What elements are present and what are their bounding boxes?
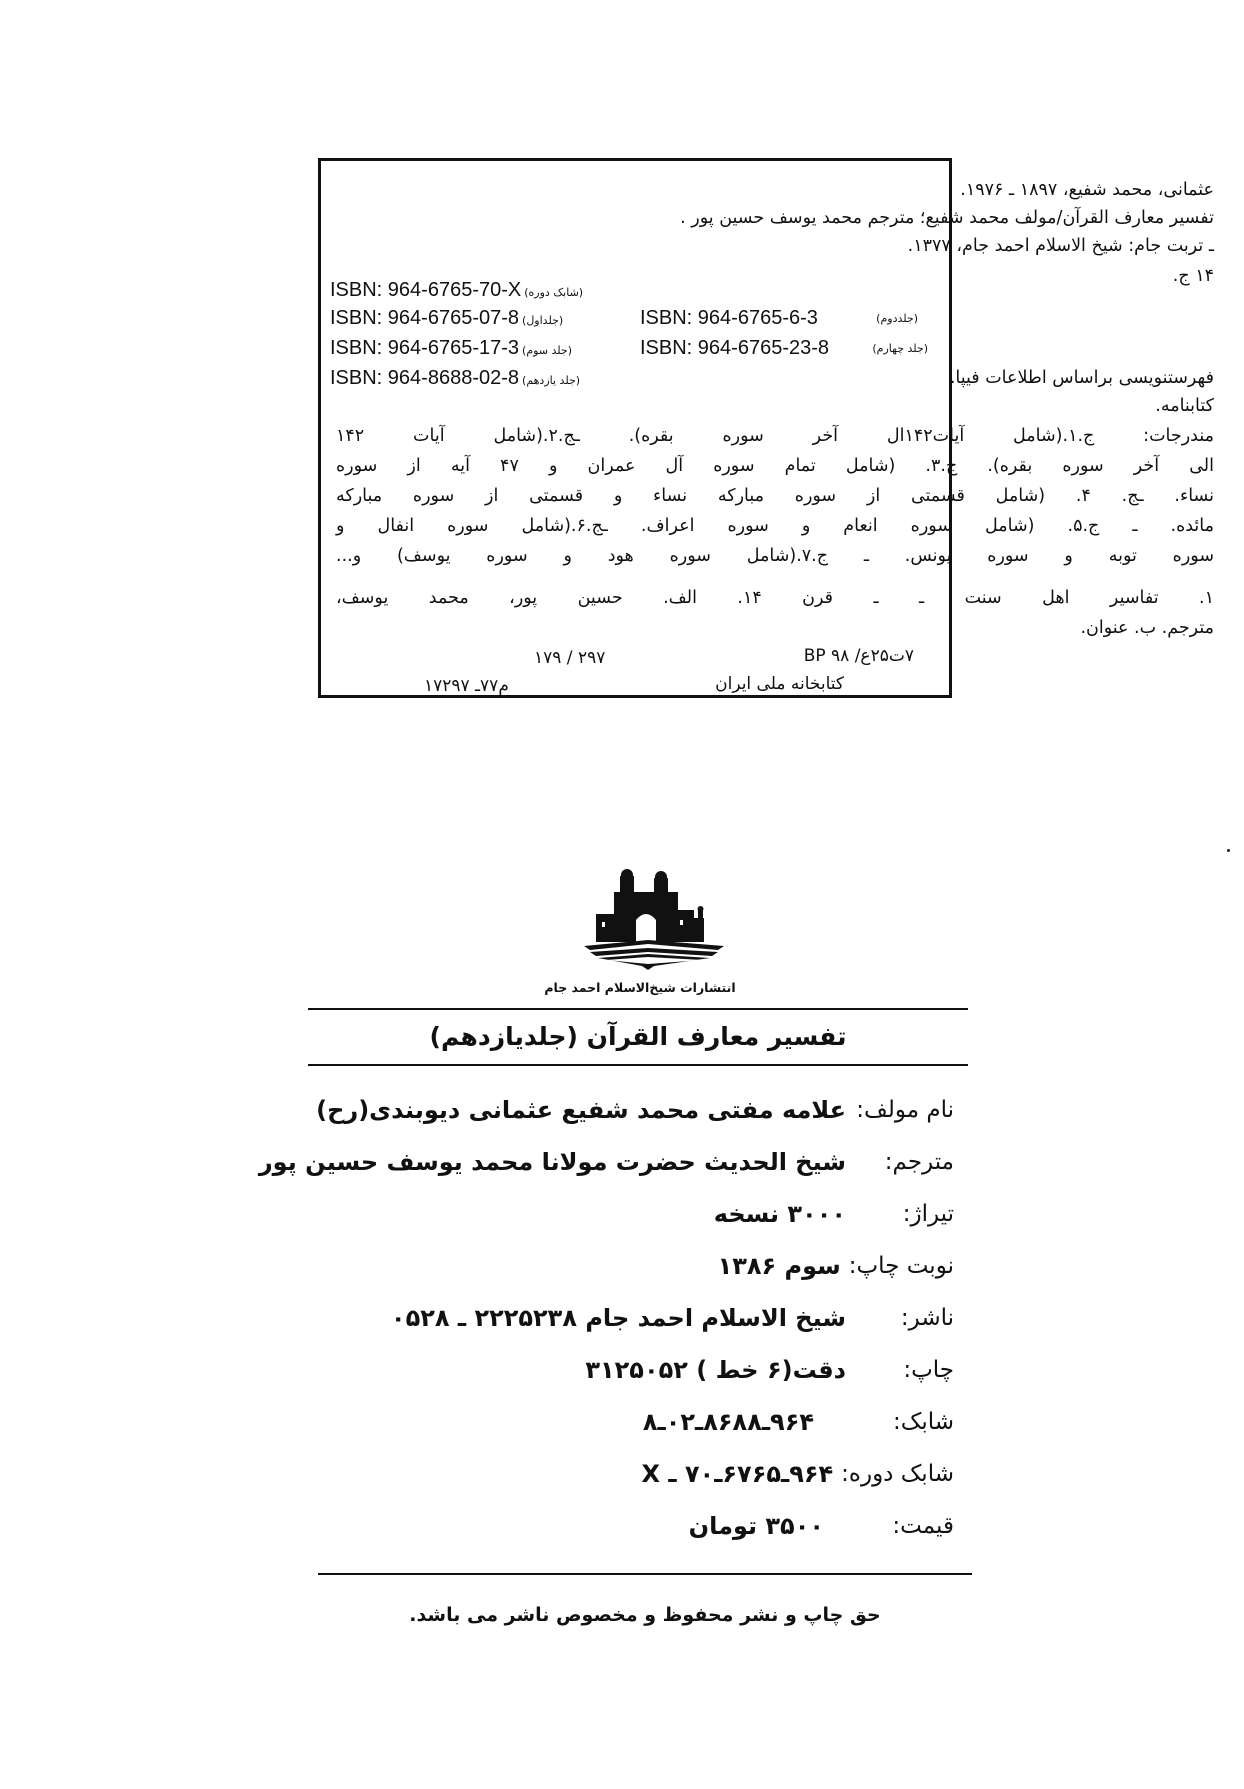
cip-isbn-vol1	[330, 306, 563, 333]
isbn-number: ISBN: 964-8688-02-8	[330, 367, 520, 389]
cip-bibliography: کتابنامه.	[1155, 396, 1214, 416]
title-top-rule	[308, 1008, 968, 1010]
colophon-label: تیراژ:	[902, 1201, 954, 1227]
cip-isbn-vol3	[330, 336, 572, 363]
publisher-gate-logo-icon	[578, 866, 730, 970]
colophon-isbn	[643, 1402, 954, 1442]
colophon-translator	[259, 1142, 954, 1182]
cip-isbn-vol2	[640, 306, 818, 330]
cip-library-name: کتابخانه ملی ایران	[715, 674, 844, 694]
colophon-value: ۹۶۴ـ۸۶۸۸ـ۰۲ـ۸	[642, 1408, 814, 1436]
colophon-print-run	[714, 1194, 954, 1234]
colophon-price	[689, 1506, 954, 1546]
colophon-label: ناشر:	[900, 1305, 954, 1331]
isbn-tag: (شابک دوره)	[524, 286, 584, 299]
colophon-label: شابک دوره:	[841, 1461, 954, 1487]
book-title: تفسیر معارف القرآن (جلدیازدهم)	[429, 1022, 847, 1051]
colophon-label: مترجم:	[884, 1149, 954, 1175]
cip-contents-line: مندرجات: ج.۱.(شامل آیات۱۴۲ال آخر سوره بقره). ـج.۲.(شامل آیات ۱۴۲	[336, 426, 1214, 446]
isbn-number: ISBN: 964-6765-17-3	[330, 337, 520, 359]
colophon-publisher	[391, 1298, 954, 1338]
cip-contents-line: مائده. ـ ج.۵. (شامل سوره انعام و سوره اعراف. ـج.۶.(شامل سوره انفال و	[336, 516, 1215, 536]
cip-subjects-line: مترجم. ب. عنوان.	[1080, 618, 1214, 638]
publisher-caption: انتشارات شیخ‌الاسلام احمد جام	[544, 980, 736, 995]
colophon-label: قیمت:	[892, 1513, 954, 1539]
cip-isbn-vol11	[330, 366, 580, 393]
cip-fipa-note: فهرستنویسی براساس اطلاعات فیپا.	[949, 368, 1214, 388]
colophon-value: شیخ الحدیث حضرت مولانا محمد یوسف حسین پور	[258, 1148, 846, 1176]
cip-contents-line: الی آخر سوره بقره). ج.۳. (شامل تمام سوره آل عمران و ۴۷ آیه از سوره	[336, 456, 1214, 476]
cip-author-line: عثمانی، محمد شفیع، ۱۸۹۷ ـ ۱۹۷۶.	[960, 180, 1214, 200]
isbn-tag: (جلد یازدهم)	[522, 374, 581, 387]
colophon-value: علامه مفتی محمد شفیع عثمانی دیوبندی(رح)	[316, 1096, 846, 1124]
colophon-value: دقت(۶ خط ) ۳۱۲۵۰۵۲	[585, 1356, 846, 1384]
cip-isbn-vol2-tag: (جلددوم)	[876, 312, 918, 325]
colophon-author	[316, 1090, 954, 1130]
isbn-number: ISBN: 964-6765-07-8	[330, 307, 520, 329]
colophon-printer	[585, 1350, 954, 1390]
cip-isbn-set	[330, 278, 583, 305]
colophon-value: ۳۰۰۰ نسخه	[713, 1200, 846, 1228]
colophon-edition	[718, 1246, 954, 1286]
cip-imprint-line: ـ تربت جام: شیخ الاسلام احمد جام، ۱۳۷۷.	[907, 236, 1214, 256]
colophon-value: شیخ الاسلام احمد جام ۲۲۲۵۲۳۸ ـ ۰۵۲۸	[390, 1304, 846, 1332]
colophon-label: چاپ:	[903, 1357, 954, 1383]
colophon-label: نوبت چاپ:	[848, 1253, 954, 1279]
cip-contents-line: سوره توبه و سوره یونس. ـ ج.۷.(شامل سوره هود و سوره یوسف) و...	[336, 546, 1214, 566]
cip-dewey-number: ۲۹۷ / ۱۷۹	[534, 648, 606, 668]
scan-artifact-dot	[1227, 849, 1230, 852]
colophon-label: نام مولف:	[856, 1097, 954, 1123]
isbn-number: ISBN: 964-6765-6-3	[640, 307, 818, 329]
copyright-rule	[318, 1573, 972, 1575]
cip-subjects-line: ۱. تفاسیر اهل سنت ـ ـ قرن ۱۴. الف. حسین پور، محمد یوسف،	[336, 588, 1214, 608]
cip-isbn-vol4-tag: (جلد چهارم)	[872, 342, 928, 355]
cip-class-number: ۷ت۲۵ع/ ۹۸ BP	[803, 646, 914, 666]
colophon-value: ۳۵۰۰ تومان	[688, 1512, 824, 1540]
cip-contents-line: نساء. ـج. ۴. (شامل قسمتی از سوره مبارکه نساء و قسمتی از سوره مبارکه	[336, 486, 1215, 506]
isbn-number: ISBN: 964-6765-23-8	[640, 337, 830, 359]
colophon-set-isbn	[641, 1454, 954, 1494]
cip-isbn-vol4	[640, 336, 829, 360]
copyright-notice: حق چاپ و نشر محفوظ و مخصوص ناشر می باشد.	[409, 1604, 881, 1626]
colophon-value: ۹۶۴ـ۶۷۶۵ـ۷۰ ـ X	[641, 1460, 834, 1488]
cip-title-line: تفسیر معارف القرآن/مولف محمد شفیع؛ مترجم محمد یوسف حسین پور .	[680, 208, 1214, 228]
isbn-tag: (جلد سوم)	[522, 344, 573, 357]
colophon-value: سوم ۱۳۸۶	[717, 1252, 841, 1280]
isbn-number: ISBN: 964-6765-70-X	[330, 279, 522, 301]
title-bottom-rule	[308, 1064, 968, 1066]
cip-volumes-line: ۱۴ ج.	[1172, 266, 1214, 286]
colophon-label: شابک:	[892, 1409, 954, 1435]
isbn-tag: (جلداول)	[522, 314, 564, 327]
cip-record-number: م۷۷ـ ۱۷۲۹۷	[424, 676, 509, 696]
